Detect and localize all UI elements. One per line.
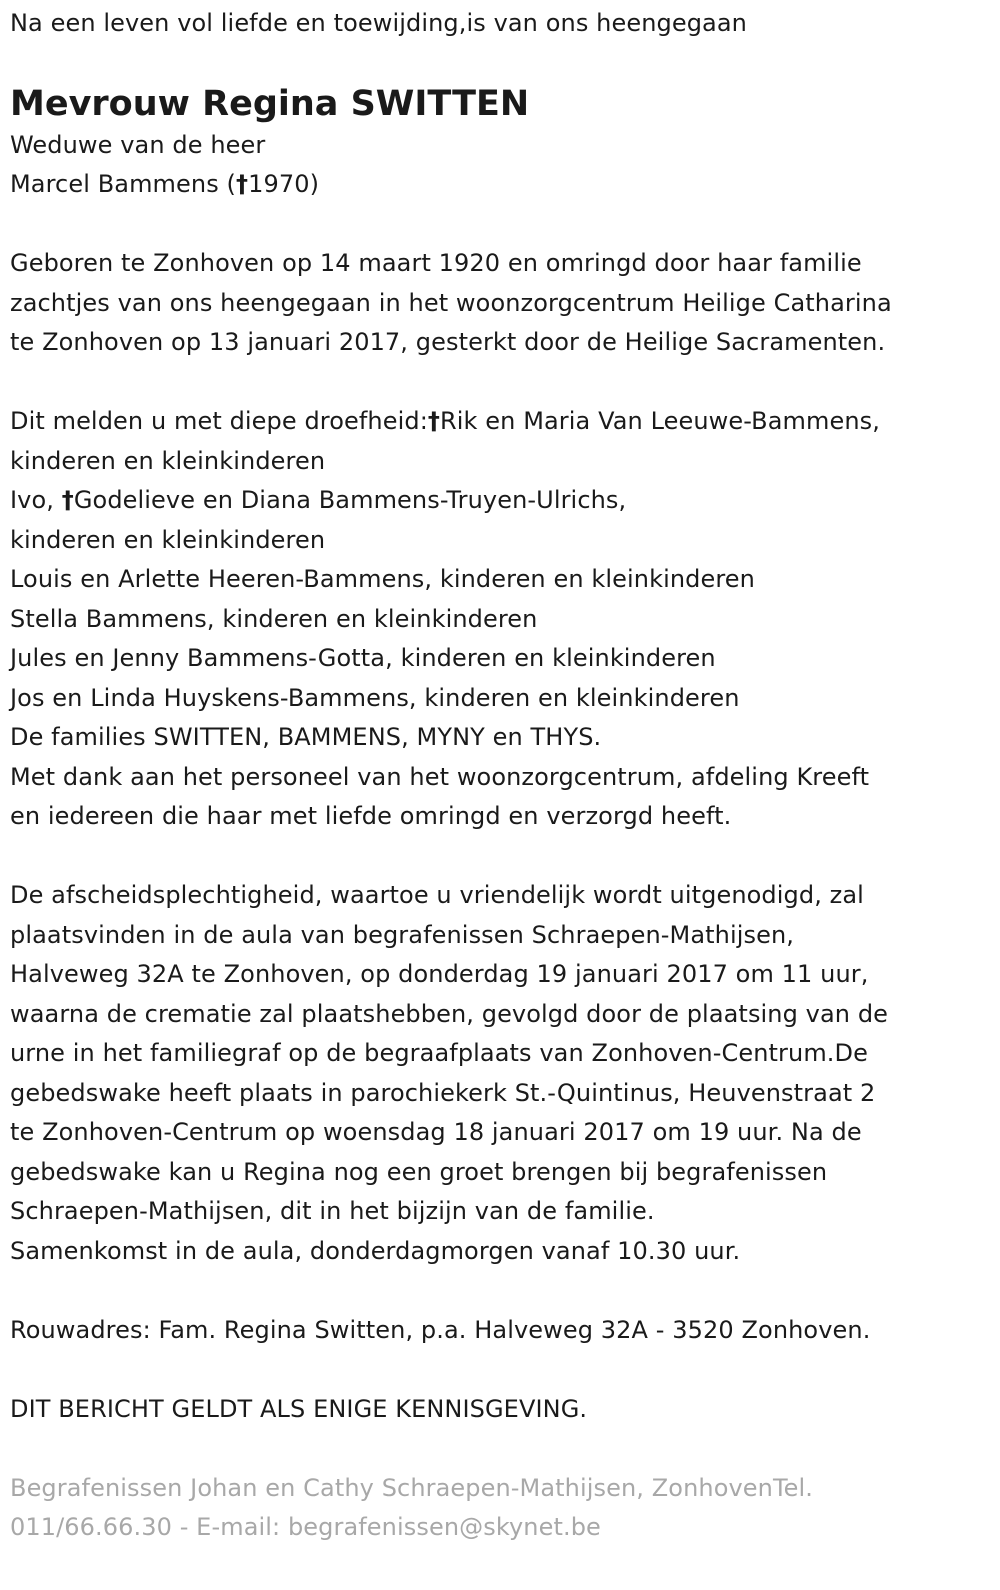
birth-death-block xyxy=(10,244,990,363)
ceremony-block xyxy=(10,876,990,1271)
notice-text: DIT BERICHT GELDT ALS ENIGE KENNISGEVING. xyxy=(10,1394,588,1423)
cross-icon: † xyxy=(427,407,441,435)
spouse-line-2-suffix: 1970) xyxy=(248,170,320,198)
ceremony-line: urne in het familiegraf op de begraafplaats van Zonhoven-Centrum.De xyxy=(10,1039,868,1067)
cross-icon: † xyxy=(61,486,74,514)
notice-block xyxy=(10,1390,990,1430)
birth-death-line: zachtjes van ons heengegaan in het woonzorgcentrum Heilige Catharina xyxy=(10,288,892,317)
family-line: Louis en Arlette Heeren-Bammens, kinderen en kleinkinderen xyxy=(10,565,755,593)
family-line: De families SWITTEN, BAMMENS, MYNY en THYS. xyxy=(10,723,602,751)
family-line: Jules en Jenny Bammens-Gotta, kinderen en kleinkinderen xyxy=(10,644,716,672)
ceremony-line: Halveweg 32A te Zonhoven, op donderdag 19 januari 2017 om 11 uur, xyxy=(10,960,869,988)
birth-death-line: Geboren te Zonhoven op 14 maart 1920 en omringd door haar familie xyxy=(10,249,862,277)
birth-death-line: te Zonhoven op 13 januari 2017, gesterkt door de Heilige Sacramenten. xyxy=(10,328,886,356)
ceremony-line: Schraepen-Mathijsen, dit in het bijzijn van de familie. xyxy=(10,1197,655,1225)
intro-text: Na een leven vol liefde en toewijding,is van ons heengegaan xyxy=(10,9,747,37)
footer-line: Begrafenissen Johan en Cathy Schraepen-Mathijsen, ZonhovenTel. xyxy=(10,1473,814,1502)
family-line: kinderen en kleinkinderen xyxy=(10,525,326,554)
family-line: kinderen en kleinkinderen xyxy=(10,446,326,475)
family-line-3-prefix: Ivo, xyxy=(10,486,62,514)
family-line-1-prefix: Dit melden u met diepe droefheid: xyxy=(10,407,428,435)
ceremony-line: Samenkomst in de aula, donderdagmorgen vanaf 10.30 uur. xyxy=(10,1236,741,1265)
family-line: Met dank aan het personeel van het woonzorgcentrum, afdeling Kreeft xyxy=(10,762,870,791)
footer-line: 011/66.66.30 - E-mail: begrafenissen@skynet.be xyxy=(10,1513,601,1541)
ceremony-line: waarna de crematie zal plaatshebben, gevolgd door de plaatsing van de xyxy=(10,999,889,1028)
family-line-3-suffix: Godelieve en Diana Bammens-Truyen-Ulrichs, xyxy=(73,486,627,514)
spouse-block xyxy=(10,126,990,205)
family-block xyxy=(10,402,990,837)
family-line: Jos en Linda Huyskens-Bammens, kinderen en kleinkinderen xyxy=(10,683,740,712)
cross-icon: † xyxy=(236,170,249,198)
funeral-home-footer xyxy=(10,1469,990,1548)
family-line-1-suffix: Rik en Maria Van Leeuwe-Bammens, xyxy=(440,407,881,435)
ceremony-line: te Zonhoven-Centrum op woensdag 18 januari 2017 om 19 uur. Na de xyxy=(10,1118,862,1146)
mourning-address: Rouwadres: Fam. Regina Switten, p.a. Halveweg 32A - 3520 Zonhoven. xyxy=(10,1315,871,1344)
family-line xyxy=(10,481,990,521)
deceased-name: Mevrouw Regina SWITTEN xyxy=(10,83,530,124)
ceremony-line: De afscheidsplechtigheid, waartoe u vriendelijk wordt uitgenodigd, zal xyxy=(10,881,864,909)
spouse-line-1: Weduwe van de heer xyxy=(10,130,266,159)
spouse-line-2-prefix: Marcel Bammens ( xyxy=(10,170,237,198)
family-line: Stella Bammens, kinderen en kleinkinderen xyxy=(10,604,538,633)
ceremony-line: gebedswake kan u Regina nog een groet brengen bij begrafenissen xyxy=(10,1157,828,1186)
ceremony-line: plaatsvinden in de aula van begrafenissen Schraepen-Mathijsen, xyxy=(10,920,795,949)
ceremony-line: gebedswake heeft plaats in parochiekerk St.-Quintinus, Heuvenstraat 2 xyxy=(10,1078,876,1107)
spouse-line-2 xyxy=(10,165,990,205)
family-line: en iedereen die haar met liefde omringd en verzorgd heeft. xyxy=(10,802,732,830)
address-block xyxy=(10,1311,990,1351)
family-line xyxy=(10,402,990,442)
